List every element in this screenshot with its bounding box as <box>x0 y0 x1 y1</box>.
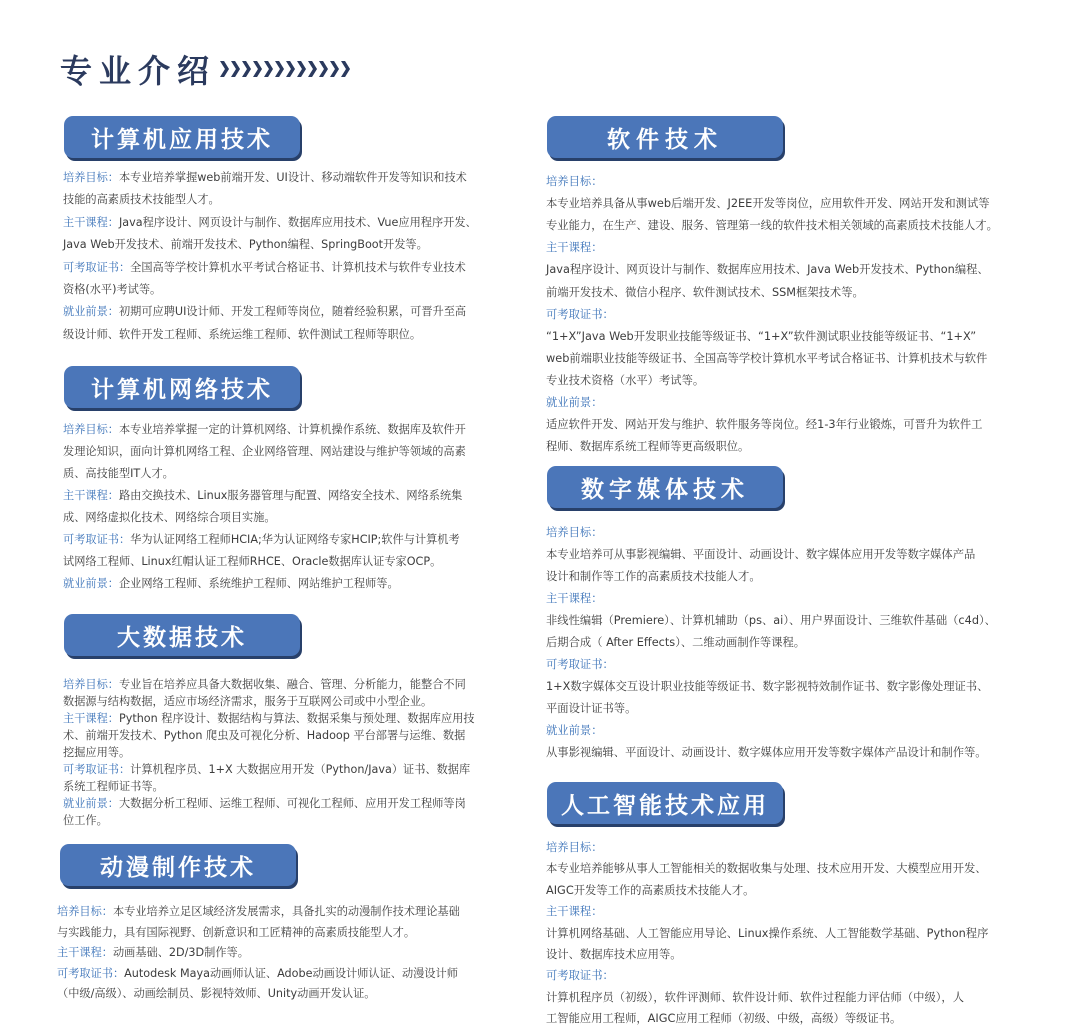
text-line <box>63 678 466 692</box>
chevron-icon <box>297 61 306 77</box>
field-text: 1+X数字媒体交互设计职业技能等级证书、数字影视特效制作证书、数字影像处理证书、 <box>546 680 989 693</box>
field-text: 术、前端开发技术、Python 爬虫及可视化分析、Hadoop 平台部署与运维、数据 <box>63 729 466 742</box>
text-line <box>546 352 987 366</box>
section-header-big-data <box>64 614 300 656</box>
field-label: 就业前景： <box>546 396 603 409</box>
text-line <box>63 533 460 547</box>
page-title <box>60 46 352 92</box>
chevrons-decoration <box>220 61 352 77</box>
field-text: 计算机程序员（初级），软件评测师、软件设计师、软件过程能力评估师（中级），人 <box>546 990 964 1004</box>
text-line <box>546 991 964 1005</box>
field-label: 主干课程： <box>546 905 603 919</box>
field-text: 动画基础、2D/3D制作等。 <box>112 946 249 959</box>
text-line <box>63 445 466 459</box>
field-text: 系统工程师证书等。 <box>63 780 164 793</box>
field-text: 初期可应聘UI设计师、开发工程师等岗位，随着经验积累，可晋升至高 <box>118 305 467 319</box>
field-text: 非线性编辑（Premiere）、计算机辅助（ps、ai）、用户界面设计、三维软件基础（c4d）、 <box>546 614 996 627</box>
text-line <box>63 797 466 811</box>
field-text: 成、网络虚拟化技术、网络综合项目实施。 <box>63 511 276 524</box>
field-text: 与实践能力，具有国际视野、创新意识和工匠精神的高素质技能型人才。 <box>57 925 416 939</box>
text-line <box>546 197 990 211</box>
field-text: 本专业培养掌握web前端开发、UI设计、移动端软件开发等知识和技术 <box>118 171 467 184</box>
field-label: 可考取证书： <box>546 969 614 983</box>
field-label: 主干课程： <box>546 592 603 605</box>
field-label: 可考取证书： <box>546 658 614 671</box>
section-header-ai <box>547 782 783 824</box>
text-line <box>63 746 130 760</box>
field-label: 培养目标： <box>546 841 603 854</box>
text-line <box>546 241 603 255</box>
text-line <box>57 967 458 981</box>
field-text: “1+X”Java Web开发职业技能等级证书、“1+X”软件测试职业技能等级证书、“1+X” <box>546 329 977 343</box>
text-line <box>546 548 975 562</box>
text-line <box>546 614 996 628</box>
section-title: 人工智能技术应用 <box>561 792 769 819</box>
text-line <box>63 171 467 185</box>
text-line <box>546 396 603 410</box>
text-line <box>546 263 989 277</box>
text-line <box>546 308 614 322</box>
field-label: 培养目标： <box>63 423 119 436</box>
field-text: 试网络工程师、Linux红帽认证工程师RHCE、Oracle数据库认证专家OCP。 <box>63 555 442 568</box>
chevron-icon <box>341 61 350 77</box>
field-label: 主干课程： <box>546 241 603 255</box>
section-header-network <box>64 366 300 408</box>
field-text: 专业旨在培养应具备大数据收集、融合、管理、分析能力，能整合不同 <box>118 678 466 691</box>
chevron-icon <box>220 61 229 77</box>
field-text: 从事影视编辑、平面设计、动画设计、数字媒体应用开发等数字媒体产品设计和制作等。 <box>546 746 987 759</box>
field-text: 设计和制作等工作的高素质技术技能人才。 <box>546 570 761 583</box>
field-text: 前端开发技术、微信小程序、软件测试技术、SSM框架技术等。 <box>546 285 864 299</box>
chevron-icon <box>308 61 317 77</box>
chevron-icon <box>319 61 328 77</box>
chevron-icon <box>275 61 284 77</box>
section-title: 软件技术 <box>607 126 723 153</box>
field-text: 本专业培养可从事影视编辑、平面设计、动画设计、数字媒体应用开发等数字媒体产品 <box>546 548 976 561</box>
field-text: AIGC开发等工作的高素质技术技能人才。 <box>546 883 755 897</box>
text-line <box>57 905 460 919</box>
field-text: Java程序设计、网页设计与制作、数据库应用技术、Vue应用程序开发、 <box>118 215 477 229</box>
field-text: 华为认证网络工程师HCIA;华为认证网络专家HCIP;软件与计算机考 <box>130 533 460 546</box>
text-line <box>546 286 864 300</box>
field-label: 可考取证书： <box>63 533 131 546</box>
field-label: 主干课程： <box>57 946 113 959</box>
text-line <box>57 946 249 960</box>
field-text: 工智能应用工程师，AIGC应用工程师（初级、中级，高级）等级证书。 <box>546 1012 902 1026</box>
chevron-icon <box>264 61 273 77</box>
field-text: 程师、数据库系统工程师等更高级职位。 <box>546 440 750 454</box>
text-line <box>546 658 614 672</box>
field-label: 就业前景： <box>63 797 119 810</box>
text-line <box>546 219 998 233</box>
text-line <box>546 724 603 738</box>
field-text: 本专业培养掌握一定的计算机网络、计算机操作系统、数据库及软件开 <box>118 423 466 436</box>
field-text: 路由交换技术、Linux服务器管理与配置、网络安全技术、网络系统集 <box>118 489 463 502</box>
field-text: 本专业培养能够从事人工智能相关的数据收集与处理、技术应用开发、大模型应用开发、 <box>546 862 987 876</box>
field-text: 资格(水平)考试等。 <box>63 283 162 296</box>
text-line <box>63 814 108 828</box>
text-line <box>546 440 749 454</box>
text-line <box>546 330 976 344</box>
text-line <box>546 948 682 962</box>
field-label: 可考取证书： <box>57 966 125 980</box>
text-line <box>546 884 754 898</box>
field-text: Python 程序设计、数据结构与算法、数据采集与预处理、数据库应用技 <box>118 712 475 725</box>
text-line <box>546 841 603 855</box>
field-text: 技能的高素质技术技能型人才。 <box>63 193 220 207</box>
field-text: Java程序设计、网页设计与制作、数据库应用技术、Java Web开发技术、Python编程、 <box>546 263 989 277</box>
section-title: 动漫制作技术 <box>100 854 256 881</box>
text-line <box>63 238 428 252</box>
section-title: 大数据技术 <box>117 624 247 651</box>
text-line <box>57 926 415 940</box>
field-label: 可考取证书： <box>546 307 614 321</box>
field-text: 计算机程序员、1+X 大数据应用开发（Python/Java）证书、数据库 <box>130 763 471 776</box>
text-line <box>546 526 603 540</box>
field-label: 培养目标： <box>546 175 603 188</box>
section-title: 数字媒体技术 <box>581 476 749 503</box>
section-header-computer-app <box>64 116 300 158</box>
text-line <box>546 905 603 919</box>
chevron-icon <box>253 61 262 77</box>
text-line <box>63 216 477 230</box>
field-label: 就业前景： <box>546 724 603 737</box>
field-text: （中级/高级）、动画绘制员、影视特效师、Unity动画开发认证。 <box>57 987 376 1000</box>
section-header-animation <box>60 844 296 886</box>
text-line <box>57 987 375 1001</box>
field-text: 本专业培养具备从事web后端开发、J2EE开发等岗位，应用软件开发、网站开发和测试等 <box>546 197 990 211</box>
field-label: 可考取证书： <box>63 260 131 274</box>
field-text: 后期合成（ After Effects）、二维动画制作等课程。 <box>546 636 806 649</box>
field-text: Java Web开发技术、前端开发技术、Python编程、SpringBoot开发等。 <box>63 238 428 252</box>
field-text: 平面设计证书等。 <box>546 702 637 715</box>
field-text: 挖掘应用等。 <box>63 746 131 759</box>
field-label: 就业前景： <box>63 577 119 590</box>
field-text: 数据源与结构数据，适应市场经济需求，服务于互联网公司或中小型企业。 <box>63 695 433 708</box>
text-line <box>546 570 761 584</box>
text-line <box>546 636 805 650</box>
field-text: 级设计师、软件开发工程师、系统运维工程师、软件测试工程师等职位。 <box>63 327 422 341</box>
page-title-text: 专业介绍 <box>60 52 217 90</box>
text-line <box>546 175 603 189</box>
text-line <box>546 592 603 606</box>
text-line <box>546 746 987 760</box>
field-text: 企业网络工程师、系统维护工程师、网站维护工程师等。 <box>118 577 399 590</box>
section-header-digital-media <box>547 466 783 508</box>
text-line <box>63 328 421 342</box>
text-line <box>63 305 466 319</box>
text-line <box>63 780 164 794</box>
text-line <box>63 489 462 503</box>
text-line <box>546 969 614 983</box>
field-text: web前端职业技能等级证书、全国高等学校计算机水平考试合格证书、计算机技术与软件 <box>546 351 988 365</box>
text-line <box>63 423 466 437</box>
text-line <box>546 418 982 432</box>
text-line <box>63 283 161 297</box>
text-line <box>63 729 465 743</box>
text-line <box>63 763 470 777</box>
text-line <box>63 712 475 726</box>
chevron-icon <box>242 61 251 77</box>
chevron-icon <box>231 61 240 77</box>
text-line <box>63 695 432 709</box>
field-text: 质、高技能型IT人才。 <box>63 467 174 480</box>
section-header-software <box>547 116 783 158</box>
field-text: 计算机网络基础、人工智能应用导论、Linux操作系统、人工智能数学基础、Python程序 <box>546 926 989 940</box>
text-line <box>546 680 988 694</box>
field-label: 主干课程： <box>63 215 119 229</box>
field-text: 专业能力，在生产、建设、服务、管理第一线的软件技术相关领域的高素质技术技能人才。 <box>546 219 998 233</box>
text-line <box>546 702 636 716</box>
chevron-icon <box>286 61 295 77</box>
field-text: 位工作。 <box>63 814 108 827</box>
text-line <box>63 511 276 525</box>
text-line <box>546 374 704 388</box>
field-label: 可考取证书： <box>63 763 131 776</box>
section-title: 计算机网络技术 <box>91 376 273 403</box>
text-line <box>63 577 399 591</box>
chevron-icon <box>330 61 339 77</box>
field-text: 大数据分析工程师、运维工程师、可视化工程师、应用开发工程师等岗 <box>118 797 466 810</box>
text-line <box>546 1012 901 1026</box>
field-label: 就业前景： <box>63 305 119 319</box>
field-label: 培养目标： <box>546 526 603 539</box>
field-text: 发理论知识，面向计算机网络工程、企业网络管理、网站建设与维护等领域的高素 <box>63 445 466 458</box>
text-line <box>63 555 441 569</box>
section-title: 计算机应用技术 <box>91 126 273 153</box>
field-text: 本专业培养立足区域经济发展需求，具备扎实的动漫制作技术理论基础 <box>112 905 460 918</box>
field-text: 适应软件开发、网站开发与维护、软件服务等岗位。经1-3年行业锻炼，可晋升为软件工 <box>546 418 983 432</box>
field-label: 培养目标： <box>57 905 113 918</box>
text-line <box>546 927 988 941</box>
field-label: 培养目标： <box>63 171 119 184</box>
text-line <box>63 467 174 481</box>
field-label: 培养目标： <box>63 678 119 691</box>
field-text: 全国高等学校计算机水平考试合格证书、计算机技术与软件专业技术 <box>130 260 466 274</box>
text-line <box>63 261 466 275</box>
field-text: Autodesk Maya动画师认证、Adobe动画设计师认证、动漫设计师 <box>124 966 458 980</box>
field-text: 设计、数据库技术应用等。 <box>546 948 682 961</box>
text-line <box>546 862 987 876</box>
field-label: 主干课程： <box>63 489 119 502</box>
field-label: 主干课程： <box>63 712 119 725</box>
field-text: 专业技术资格（水平）考试等。 <box>546 373 705 387</box>
text-line <box>63 193 220 207</box>
